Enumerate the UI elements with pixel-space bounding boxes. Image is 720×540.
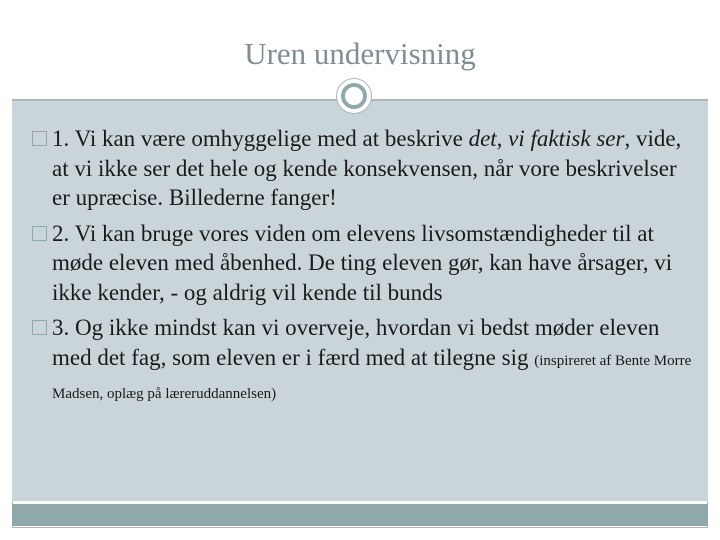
list-item xyxy=(32,124,692,213)
item-text: Vi kan være omhyggelige med at beskrive xyxy=(69,126,469,151)
slide-title: Uren undervisning xyxy=(244,36,476,71)
item-number: 1. xyxy=(52,126,70,151)
list-item xyxy=(32,313,692,410)
square-bullet-icon xyxy=(32,320,47,335)
square-bullet-icon xyxy=(32,131,47,146)
item-number: 2. xyxy=(52,220,70,246)
square-bullet-icon xyxy=(32,226,47,241)
item-number: 3. xyxy=(52,315,70,340)
list-item xyxy=(32,219,692,308)
footer-bar xyxy=(12,504,708,526)
ring-ornament-icon xyxy=(336,78,372,114)
source-note: (inspireret af Bente Morre Madsen, oplæg på læreruddannelsen) xyxy=(52,352,692,402)
item-emphasis: det, vi faktisk ser xyxy=(468,126,625,151)
bullet-list xyxy=(32,124,692,416)
item-text: Og ikke mindst kan vi overveje, hvordan vi bedst møder eleven med det fag, som eleven er i færd med at tilegne sig xyxy=(52,315,660,370)
item-text-continued: , vide, at vi ikke ser det hele og kende konsekvensen, når vore beskrivelser er upræcise. Billederne fanger! xyxy=(52,126,682,210)
item-text: Vi kan bruge vores viden om elevens livsomstændigheder til at møde eleven med åbenhed. De ting eleven gør, kan have årsager, vi ikke kender, - og aldrig vil kende til bunds xyxy=(52,220,673,305)
ring-ornament-inner xyxy=(341,83,367,109)
